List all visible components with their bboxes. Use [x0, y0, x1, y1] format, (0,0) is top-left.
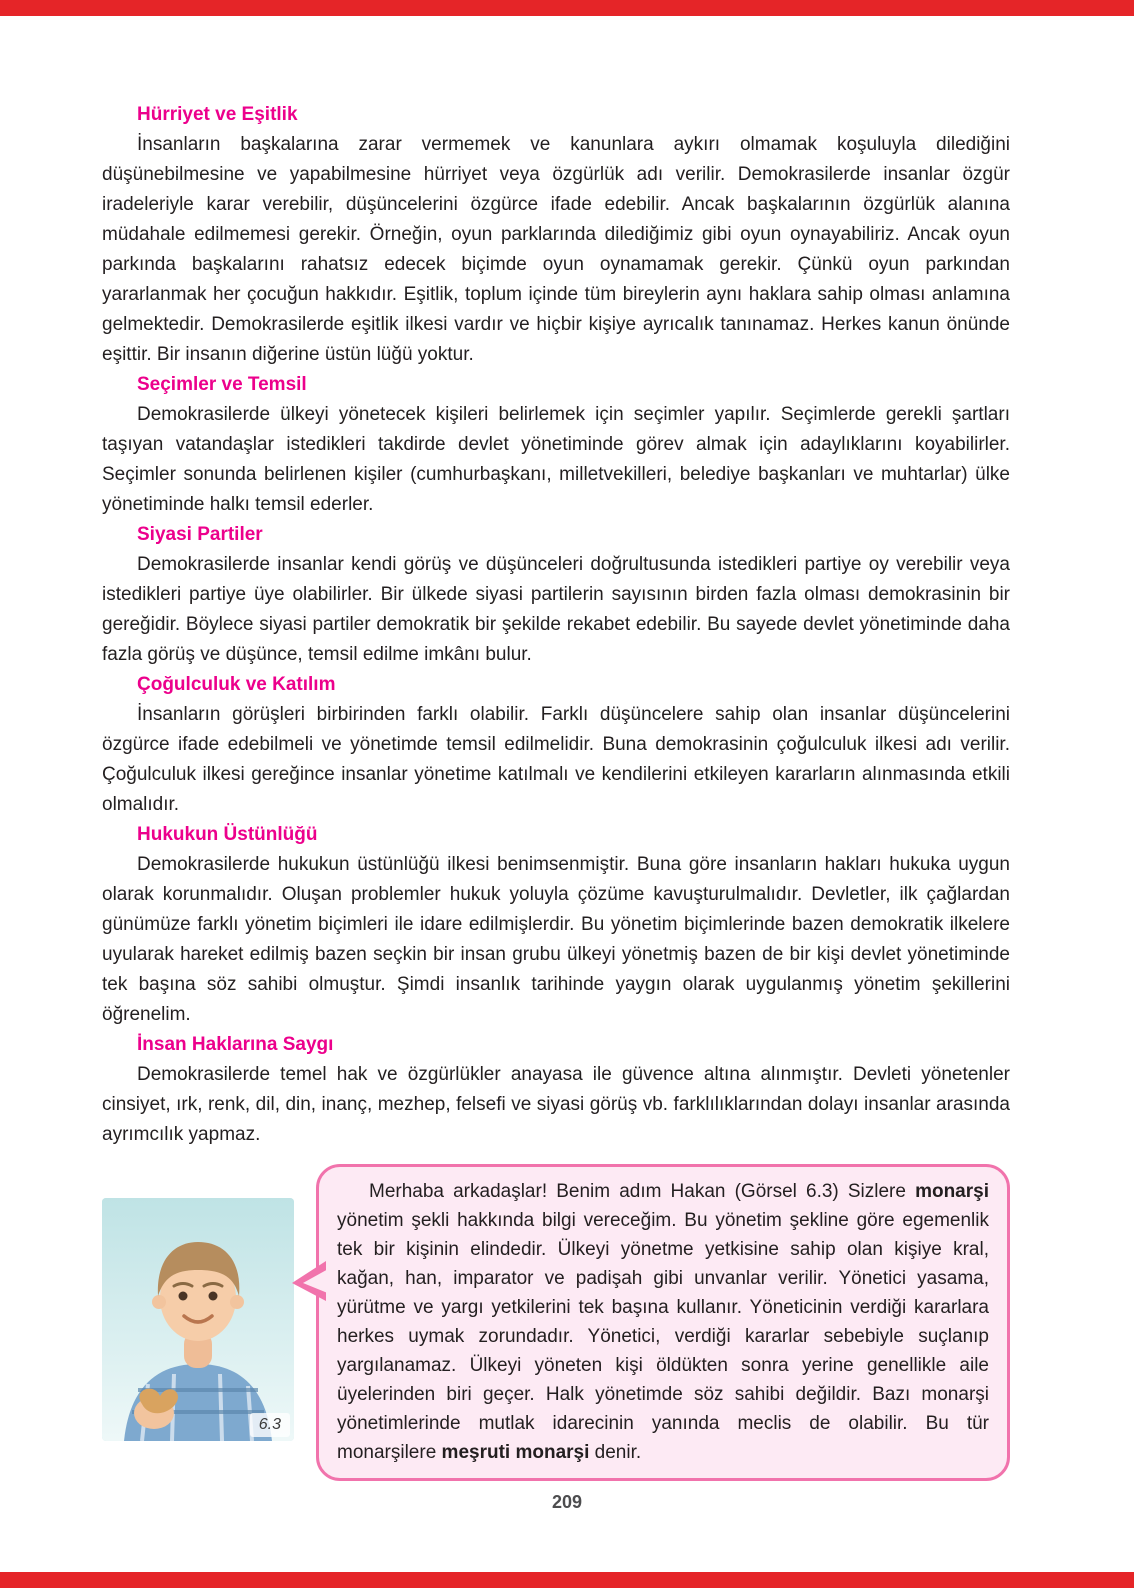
section-paragraph: Demokrasilerde temel hak ve özgürlükler anayasa ile güvence altına alınmıştır. Devleti yönetenler cinsiyet, ırk, renk, dil, din, inanç, mezhep, felsefi ve siyasi görüş vb. farklılıklarından dolayı insanlar arasında ayrımcılık yapmaz.: [102, 1064, 1010, 1145]
bottom-red-bar: [0, 1572, 1134, 1588]
page-content: [102, 100, 1010, 1481]
page-number: 209: [551, 1492, 583, 1512]
bubble-text-part1: Merhaba arkadaşlar! Benim adım Hakan (Görsel 6.3) Sizlere: [369, 1181, 916, 1202]
section-heading: Çoğulculuk ve Katılım: [137, 674, 336, 695]
section-paragraph: Demokrasilerde hukukun üstünlüğü ilkesi benimsenmiştir. Buna göre insanların hakları hukuka uygun olarak korunmalıdır. Oluşan problemler hukuk yoluyla çözüme kavuşturulmalıdır. Devletler, ilk çağlardan günümüze farklı yönetim biçimleri ile idare edilmişlerdir. Bu yönetim biçimlerinde bazen demokratik ilkelere uyularak hareket edilmiş bazen seçkin bir insan grubu ülkeyi yönetmiş bazen de bir kişi devlet yönetiminde tek başına söz sahibi olmuştur. Şimdi insanlık tarihinde yaygın olarak uygulanmış yönetim şekillerini öğrenelim.: [102, 854, 1010, 1025]
section-siyasi-partiler: [102, 520, 1010, 670]
section-heading: İnsan Haklarına Saygı: [137, 1034, 334, 1055]
bubble-text-part3: denir.: [589, 1442, 642, 1463]
section-paragraph: İnsanların başkalarına zarar vermemek ve kanunlara aykırı olmamak koşuluyla dilediğini düşünebilmesine ve yapabilmesine hürriyet veya özgürlük adı verilir. Demokrasilerde insanlar özgür iradeleriyle karar verebilir, düşüncelerini özgürce ifade edebilir. Ancak başkalarının özgürlük alanına müdahale edilmemesi gerekir. Örneğin, oyun parklarında dilediğimiz gibi oyun oynayabiliriz. Ancak oyun parkında başkalarını rahatsız edecek biçimde oyun oynamamak gerekir. Çünkü oyun parkından yararlanmak her çocuğun hakkıdır. Eşitlik, toplum içinde tüm bireylerin aynı haklara sahip olması anlamına gelmektedir. Demokrasilerde eşitlik ilkesi vardır ve hiçbir kişiye ayrıcalık tanınamaz. Herkes kanun önünde eşittir. Bir insanın diğerine üstün lüğü yoktur.: [102, 134, 1010, 365]
section-secimler-ve-temsil: [102, 370, 1010, 520]
bubble-bold-mesruti-monarsi: meşruti monarşi: [441, 1442, 590, 1463]
section-heading: Siyasi Partiler: [137, 524, 263, 545]
section-heading: Hukukun Üstünlüğü: [137, 824, 318, 845]
section-hurriyet-ve-esitlik: [102, 100, 1010, 370]
section-paragraph: Demokrasilerde ülkeyi yönetecek kişileri belirlemek için seçimler yapılır. Seçimlerde gerekli şartları taşıyan vatandaşlar istedikleri takdirde devlet yönetiminde görev almak için adaylıklarını koyabilirler. Seçimler sonunda belirlenen kişiler (cumhurbaşkanı, milletvekilleri, belediye başkanları ve muhtarlar) ülke yönetiminde halkı temsil ederler.: [102, 404, 1010, 515]
section-insan-haklarina-saygi: [102, 1030, 1010, 1150]
monarchy-speech-bubble: [316, 1164, 1010, 1481]
section-paragraph: İnsanların görüşleri birbirinden farklı olabilir. Farklı düşüncelere sahip olan insanlar düşüncelerini özgürce ifade edebilmeli ve yönetimde temsil edilmelidir. Buna demokrasinin çoğulculuk ilkesi adı verilir. Çoğulculuk ilkesi gereğince insanlar yönetime katılmalı ve kendilerini etkileyen kararların alınmasında etkili olmalıdır.: [102, 704, 1010, 815]
boy-illustration: [102, 1198, 294, 1441]
section-paragraph: Demokrasilerde insanlar kendi görüş ve düşünceleri doğrultusunda istedikleri partiye oy verebilir veya istedikleri partiye üye olabilirler. Bir ülkede siyasi partilerin sayısının birden fazla olması demokrasinin bir gereğidir. Böylece siyasi partiler demokratik bir şekilde rekabet edebilir. Bu sayede devlet yönetiminde daha fazla görüş ve düşünce, temsil edilme imkânı bulur.: [102, 554, 1010, 665]
speech-bubble-text: [337, 1177, 989, 1467]
section-cogulculuk-ve-katilim: [102, 670, 1010, 820]
section-heading: Seçimler ve Temsil: [137, 374, 307, 395]
top-red-bar: [0, 0, 1134, 16]
monarchy-figure-row: [102, 1164, 1010, 1481]
bubble-text-part2: yönetim şekli hakkında bilgi vereceğim. Bu yönetim şekline göre egemenlik tek bir kişinin elindedir. Ülkeyi yönetme yetkisine sahip olan kişiye kral, kağan, han, imparator ve padişah gibi unvanlar verilir. Yönetici yasama, yürütme ve yargı yetkilerini tek başına kullanır. Yöneticinin verdiği kararlara herkes uymak zorundadır. Yönetici, verdiği kararlar sebebiyle suçlanıp yargılanamaz. Ülkeyi yöneten kişi öldükten sonra yerine genellikle aile üyelerinden biri geçer. Halk yönetimde söz sahibi değildir. Bazı monarşi yönetimlerinde mutlak idarecinin yanında meclis de olabilir. Bu tür monarşilere: [337, 1210, 989, 1463]
speech-bubble-tail: [290, 1259, 330, 1303]
section-hukukun-ustunlugu: [102, 820, 1010, 1030]
section-heading: Hürriyet ve Eşitlik: [137, 104, 298, 125]
bubble-bold-monarsi: monarşi: [915, 1181, 989, 1202]
boy-photo: [102, 1198, 294, 1441]
figure-caption: 6.3: [250, 1413, 290, 1437]
